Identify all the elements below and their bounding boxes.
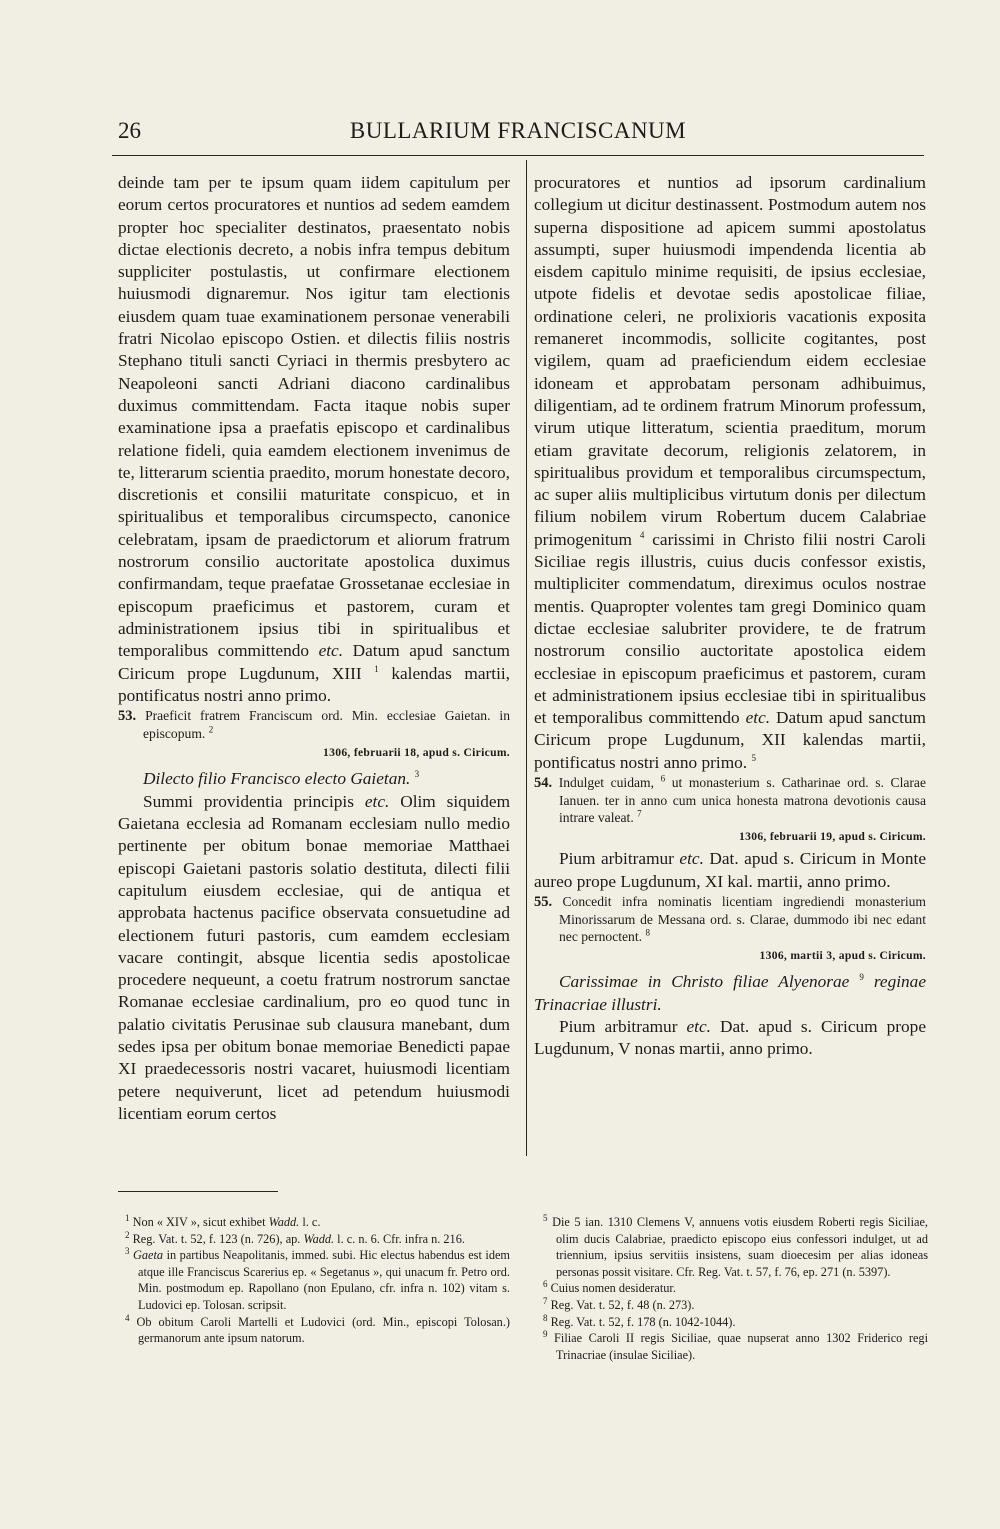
dateline: 1306, martii 3, apud s. Ciricum. xyxy=(759,948,926,962)
footnote-rule xyxy=(118,1191,278,1192)
entry-summary-55: 55. Concedit infra nominatis licentiam ingrediendi monasterium Minorissarum de Messana ord. s. Clarae, dummodo ibi nec edant nec pernoctent. $^8$ xyxy=(534,893,926,944)
left-column xyxy=(118,172,510,1125)
footnote-ref[interactable]: 5 xyxy=(751,752,756,763)
entry-number: 55. xyxy=(534,893,553,910)
footnote: $^9$ Filiae Caroli II regis Siciliae, quae nupserat anno 1302 Friderico regi Trinacriae (insulae Siciliae). xyxy=(543,1329,928,1362)
footnote: $^2$ Reg. Vat. t. 52, f. 123 (n. 726), ap. Wadd. l. c. n. 6. Cfr. infra n. 216. xyxy=(125,1229,465,1246)
footnote-ref[interactable]: 9 xyxy=(859,972,864,983)
paragraph: procuratores et nuntios ad ipsorum cardinalium collegium ut dicitur destinassent. Postmodum autem nos superna dispositione ad apicem summi apostolatus assumpti, super huiusmodi impendenda licentia ab eisdem capitulo minime requisiti, de ipsius ecclesiae, utpote fidelis et devotae sedis apostolicae filiae, ordinatione celeri, ne prolixioris vacationis exposita remaneret incommodis, sollicite cogitantes, post vigilem, quam ad praeficiendum eidem ecclesiae idoneam et approbatam personam adhibuimus, diligentiam, ad te ordinem fratrum Minorum professum, virum utique litteratum, scientia praeditum, morum etiam gravitate decorum, religionis zelatorem, in spiritualibus providum et temporalibus circumspectum, ac super aliis multiplicibus virtutum donis per dilectum filium nobilem virum Robertum ducem Calabriae primogenitum $^4$ carissimi in Christo filii nostri Caroli Siciliae regis illustris, cuius ducis confessor existis, multipliciter commendatum, direximus oculos nostrae mentis. Quapropter volentes tam gregi Dominico quam dictae ecclesiae salubriter providere, te de fratrum nostrorum consilio auctoritate apostolica eidem ecclesiae in episcopum praeficimus et pastorem, curam et administrationem ipsius ecclesiae tibi in spiritualibus et temporalibus committendo etc. Datum apud sanctum Ciricum prope Lugdunum, XII kalendas martii, pontificatus nostri anno primo. $^5$ xyxy=(534,173,926,772)
footnote: $^4$ Ob obitum Caroli Martelli et Ludovici (ord. Min., episcopi Tolosan.) germanorum ante ipsum natorum. xyxy=(125,1312,510,1346)
paragraph: Pium arbitramur etc. Dat. apud s. Ciricum prope Lugdunum, V nonas martii, anno primo. xyxy=(534,1016,926,1059)
address-line: Dilecto filio Francisco electo Gaietan. $^3$ xyxy=(143,769,420,789)
entry-summary-54: 54. Indulget cuidam, $^6$ ut monasterium s. Catharinae ord. s. Clarae Ianuen. ter in anno cum unica honesta matrona devotionis causa intrare valeat. $^7$ xyxy=(534,773,926,826)
page-number: 26 xyxy=(118,118,141,143)
footnote-ref[interactable]: 8 xyxy=(645,927,650,938)
footnote: $^3$ Gaeta in partibus Neapolitanis, immed. subi. Hic electus habendus est idem atque ille Franciscus Scarerius ep. « Segetanus », qui unacum fr. Petro ord. Min. postmodum ep. Rapollano (non Epulano, cfr. infra n. 102) vitam s. Ludovici ep. Tolosan. scripsit. xyxy=(125,1246,510,1312)
paragraph: Pium arbitramur etc. Dat. apud s. Ciricum in Monte aureo prope Lugdunum, XI kal. martii, anno primo. xyxy=(534,849,926,891)
footnotes-left xyxy=(118,1214,510,1347)
entry-number: 53. xyxy=(118,708,137,725)
dateline: 1306, februarii 18, apud s. Ciricum. xyxy=(323,746,510,760)
paragraph: deinde tam per te ipsum quam iidem capitulum per eorum certos procuratores et nuntios ad sedem eamdem propter hoc specialiter destinatos, praesentato nobis dictae electionis decreto, a nobis infra tempus debitum suppliciter postulastis, ut confirmare electionem huiusmodi dignaremur. Nos igitur tam electionis eiusdem quam tuae examinationem personae venerabili fratri Nicolao episcopo Ostien. et dilectis filiis nostris Stephano tituli sancti Cyriaci in thermis presbytero ac Neapoleoni sancti Adriani diacono cardinalibus duximus committendam. Facta itaque nobis super examinatione ipsa a praefatis episcopo et cardinalibus relatione fideli, quia eamdem electionem invenimus de te, litterarum scientia praedito, morum honestate decoro, discretionis et consilii maturitate conspicuo, et in spiritualibus et temporalibus circumspecto, canonice celebratam, ipsam de praedictorum et aliorum fratrum nostrorum consilio auctoritate apostolica duximus confirmandam, teque praefatae Grossetanae ecclesiae in episcopum praeficimus et pastorem, curam et administrationem ipsius tibi in spiritualibus et temporalibus committendo etc. Datum apud sanctum Ciricum prope Lugdunum, XIII $^1$ kalendas martii, pontificatus nostri anno primo. xyxy=(118,173,510,705)
footnote-ref[interactable]: 3 xyxy=(414,769,420,780)
header-rule xyxy=(112,155,924,156)
page-header xyxy=(112,118,924,152)
running-title: BULLARIUM FRANCISCANUM xyxy=(349,118,687,143)
footnote: $^5$ Die 5 ian. 1310 Clemens V, annuens votis eiusdem Roberti regis Siciliae, olim ducis Calabriae, praedicto episcopo eius confessori indulget, ut ad triennium, ipsius servitiis insistens, suam dioecesim per alias idoneas personas possit visitare. Cfr. Reg. Vat. t. 57, f. 76, ep. 271 (n. 5397). xyxy=(543,1212,928,1279)
footnote: $^1$ Non « XIV », sicut exhibet Wadd. l. c. xyxy=(125,1212,321,1229)
footnote-ref[interactable]: 7 xyxy=(637,808,642,819)
entry-summary-53: 53. Praeficit fratrem Franciscum ord. Min. ecclesiae Gaietan. in episcopum. $^2$ xyxy=(118,708,510,742)
entry-number: 54. xyxy=(534,775,553,792)
paragraph: Summi providentia principis etc. Olim siquidem Gaietana ecclesia ad Romanam ecclesiam nullo medio pertinente per obitum bonae memoriae Matthaei episcopi Gaietani pastoris solatio destituta, dilecti filii capitulum eiusdem ecclesiae, qui de antiqua et approbata hactenus pacifice observata consuetudine ad electionem futuri pastoris, cum eamdem ecclesiam vacare contingit, absque licentia sedis apostolicae procedere nequeunt, a coetu fratrum nostrorum sanctae Romanae ecclesiae cardinalium, pro eo quod tunc in palatio civitatis Perusinae sub clausura manebant, dum sedes ipsa per obitum bonae memoriae Benedicti papae XI praedecessoris nostri vacaret, huiusmodi licentiam petere nequiverunt, licet ad petendum huiusmodi licentiam eorum certos xyxy=(118,791,511,1123)
footnote: $^7$ Reg. Vat. t. 52, f. 48 (n. 273). xyxy=(543,1295,695,1312)
footnote-ref[interactable]: 2 xyxy=(208,724,214,735)
footnote: $^6$ Cuius nomen desideratur. xyxy=(543,1279,676,1296)
column-divider xyxy=(526,160,527,1156)
right-column xyxy=(534,172,926,1060)
address-line: Carissimae in Christo filiae Alyenorae $^9$ reginae Trinacriae illustri. xyxy=(534,972,926,1014)
footnote-ref[interactable]: 6 xyxy=(660,773,666,784)
footnote-ref[interactable]: 4 xyxy=(639,529,645,540)
footnote: $^8$ Reg. Vat. t. 52, f. 178 (n. 1042-1044). xyxy=(543,1312,736,1329)
footnotes-right xyxy=(536,1214,928,1363)
footnote-ref[interactable]: 1 xyxy=(374,663,379,674)
dateline: 1306, februarii 19, apud s. Ciricum. xyxy=(739,830,926,844)
